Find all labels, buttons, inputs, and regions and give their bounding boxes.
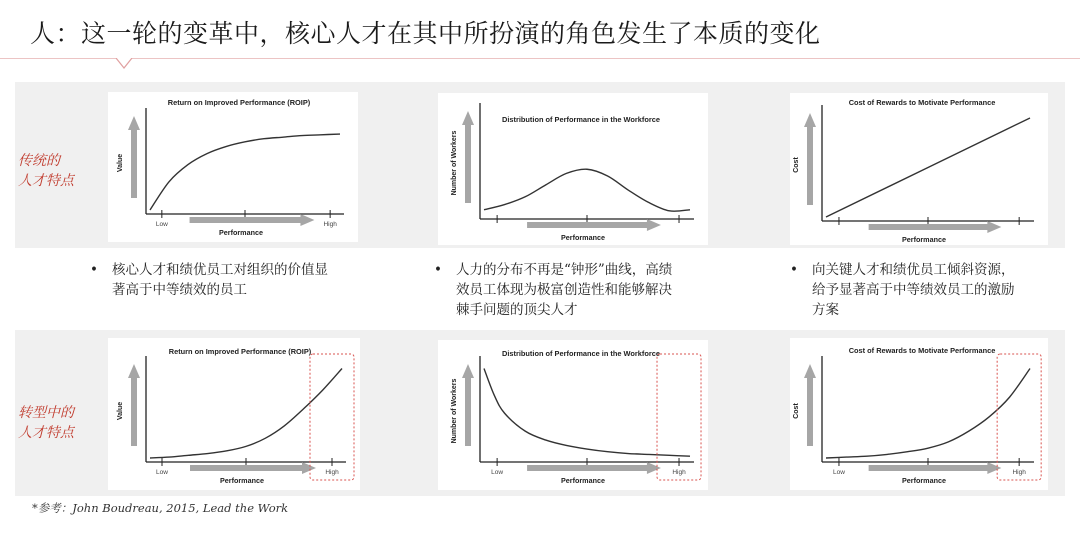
bullet-dot: • (434, 262, 442, 278)
x-axis-arrow (869, 462, 1002, 474)
x-tick-label: High (323, 221, 337, 228)
chart-cost-transition (790, 338, 1048, 490)
x-tick-label: Low (832, 469, 845, 476)
x-axis-label: Performance (220, 476, 264, 485)
chart-title: Distribution of Performance in the Workforce (502, 349, 660, 358)
bullet-dot: • (90, 262, 98, 278)
x-axis-label: Performance (219, 228, 263, 237)
page-title: 人：这一轮的变革中，核心人才在其中所扮演的角色发生了本质的变化 (30, 19, 821, 48)
x-tick-label: High (1012, 469, 1026, 476)
x-tick-label: High (672, 469, 686, 476)
bullet-text: 人力的分布不再是“钟形”曲线，高绩 效员工体现为极富创造性和能够解决 棘手问题的顶尖人才 (456, 262, 673, 318)
y-axis-arrow (804, 364, 816, 446)
x-axis-label: Performance (561, 233, 605, 242)
chart-title: Cost of Rewards to Motivate Performance (848, 98, 996, 107)
series-line (826, 118, 1030, 217)
series-line (150, 134, 340, 210)
y-axis-arrow (462, 364, 474, 446)
chart-roip-traditional (108, 92, 358, 242)
series-line (826, 368, 1030, 458)
series-line (484, 368, 690, 456)
y-axis-label: Number of Workers (451, 378, 458, 444)
chart-svg (108, 92, 358, 242)
row-label-transition: 转型中的 人才特点 (18, 405, 74, 441)
x-axis-arrow (190, 462, 316, 474)
bullet-text: 向关键人才和绩优员工倾斜资源， 给予显著高于中等绩效员工的激励 方案 (812, 262, 1015, 318)
y-axis-arrow (128, 116, 140, 198)
x-axis-arrow (869, 221, 1002, 233)
y-axis-label: Value (117, 401, 124, 421)
y-axis-arrow (128, 364, 140, 446)
x-axis-label: Performance (902, 235, 946, 244)
bullet-item (434, 260, 726, 320)
y-axis-label: Number of Workers (451, 130, 458, 196)
chart-title: Return on Improved Performance (ROIP) (167, 98, 311, 107)
chart-svg (438, 340, 708, 490)
x-axis-arrow (527, 219, 661, 231)
x-tick-label: Low (156, 469, 168, 476)
y-axis-arrow (804, 113, 816, 205)
x-tick-label: Low (155, 221, 168, 228)
chart-roip-transition (108, 338, 360, 490)
bullet-item (790, 260, 1062, 320)
series-line (150, 368, 342, 458)
series-line (484, 169, 690, 211)
chart-title: Distribution of Performance in the Workforce (502, 115, 660, 124)
chart-title: Cost of Rewards to Motivate Performance (848, 346, 996, 355)
chart-svg (438, 93, 708, 245)
y-axis-label: Cost (793, 403, 800, 419)
x-tick-label: High (325, 469, 339, 476)
y-axis-arrow (462, 111, 474, 203)
chart-cost-traditional (790, 93, 1048, 245)
x-axis-arrow (190, 214, 315, 226)
row-label-traditional: 传统的 人才特点 (18, 153, 74, 189)
chart-svg (790, 338, 1048, 490)
chart-title: Return on Improved Performance (ROIP) (168, 347, 312, 356)
bullet-dot: • (790, 262, 798, 278)
y-axis-label: Value (117, 153, 124, 173)
footnote: *参考：John Boudreau, 2015, Lead the Work (32, 501, 289, 515)
chart-svg (108, 338, 360, 490)
chart-distribution-traditional (438, 93, 708, 245)
x-tick-label: Low (491, 469, 504, 476)
bullet-text: 核心人才和绩优员工对组织的价值显 著高于中等绩效的员工 (112, 262, 328, 298)
x-axis-label: Performance (561, 476, 605, 485)
bullet-item (90, 260, 382, 300)
chart-distribution-transition (438, 340, 708, 490)
chart-svg (790, 93, 1048, 245)
x-axis-label: Performance (902, 476, 946, 485)
x-axis-arrow (527, 462, 661, 474)
y-axis-label: Cost (793, 157, 800, 173)
